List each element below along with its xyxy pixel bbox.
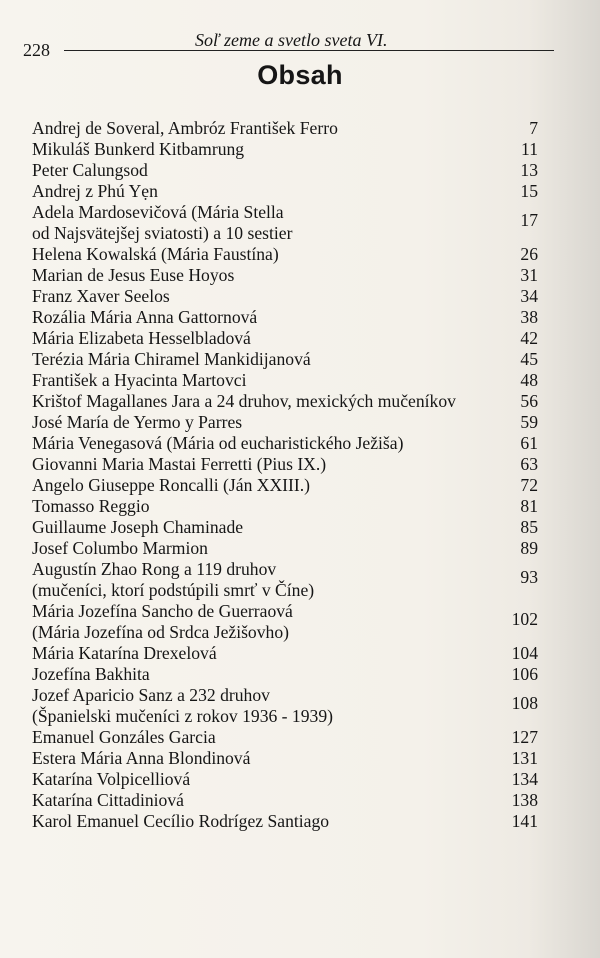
toc-entry	[32, 412, 538, 433]
toc-entry-title: Augustín Zhao Rong a 119 druhov	[32, 559, 277, 579]
toc-entry-page: 85	[520, 517, 538, 537]
toc-entry-page: 42	[520, 328, 538, 348]
toc-entry	[32, 769, 538, 790]
toc-entry-page: 11	[521, 139, 538, 159]
toc-entry-page: 7	[529, 118, 538, 138]
toc-entry	[32, 391, 538, 412]
toc-entry-page: 61	[520, 433, 538, 453]
toc-entry-page: 104	[511, 643, 538, 663]
toc-entry-title: Emanuel Gonzáles Garcia	[32, 727, 216, 747]
toc-entry-title: Andrej de Soveral, Ambróz František Ferro	[32, 118, 338, 138]
table-of-contents	[32, 118, 538, 832]
toc-entry-title: Terézia Mária Chiramel Mankidijanová	[32, 349, 311, 369]
toc-entry-title: Franz Xaver Seelos	[32, 286, 170, 306]
toc-entry	[32, 139, 538, 160]
toc-entry-title: Mária Venegasová (Mária od eucharistického Ježiša)	[32, 433, 404, 453]
toc-entry-title: Josef Columbo Marmion	[32, 538, 208, 558]
toc-entry	[32, 790, 538, 811]
toc-entry-page: 108	[511, 693, 538, 713]
toc-entry-title: Giovanni Maria Mastai Ferretti (Pius IX.)	[32, 454, 327, 474]
toc-entry	[32, 559, 538, 601]
toc-entry-page: 127	[511, 727, 538, 747]
toc-entry-page: 131	[511, 748, 538, 768]
header-rule	[64, 50, 554, 51]
toc-entry-title-continued: (mučeníci, ktorí podstúpili smrť v Číne)	[32, 580, 315, 600]
toc-entry-title: Katarína Volpicelliová	[32, 769, 191, 789]
toc-entry-title: Krištof Magallanes Jara a 24 druhov, mexických mučeníkov	[32, 391, 456, 411]
toc-entry-page: 13	[520, 160, 538, 180]
toc-entry	[32, 160, 538, 181]
toc-entry	[32, 349, 538, 370]
toc-entry-title: Mikuláš Bunkerd Kitbamrung	[32, 139, 245, 159]
toc-entry-page: 93	[520, 567, 538, 587]
toc-entry-page: 45	[520, 349, 538, 369]
toc-entry-title: Katarína Cittadiniová	[32, 790, 184, 810]
toc-entry-page: 89	[520, 538, 538, 558]
toc-entry	[32, 748, 538, 769]
toc-entry-page: 56	[520, 391, 538, 411]
toc-entry-title: Guillaume Joseph Chaminade	[32, 517, 244, 537]
toc-entry	[32, 538, 538, 559]
toc-entry	[32, 370, 538, 391]
toc-entry	[32, 496, 538, 517]
toc-entry-title: Mária Katarína Drexelová	[32, 643, 217, 663]
toc-entry-page: 26	[520, 244, 538, 264]
toc-entry-page: 134	[511, 769, 538, 789]
toc-entry	[32, 244, 538, 265]
toc-entry-title-continued: od Najsvätejšej sviatosti) a 10 sestier	[32, 223, 293, 243]
toc-entry	[32, 664, 538, 685]
running-title: Soľ zeme a svetlo sveta VI.	[195, 30, 388, 50]
toc-entry-page: 81	[520, 496, 538, 516]
page-header	[20, 30, 555, 60]
toc-entry	[32, 118, 538, 139]
toc-entry	[32, 727, 538, 748]
toc-entry-page: 31	[520, 265, 538, 285]
toc-entry	[32, 643, 538, 664]
toc-entry-page: 72	[520, 475, 538, 495]
toc-entry	[32, 202, 538, 244]
toc-entry-title: Estera Mária Anna Blondinová	[32, 748, 251, 768]
toc-entry	[32, 286, 538, 307]
toc-entry	[32, 433, 538, 454]
toc-entry-page: 102	[511, 609, 538, 629]
toc-entry	[32, 685, 538, 727]
toc-entry	[32, 307, 538, 328]
toc-entry-title: Andrej z Phú Yẹn	[32, 181, 158, 201]
toc-entry-title: Jozefína Bakhita	[32, 664, 150, 684]
toc-entry-page: 141	[511, 811, 538, 831]
toc-entry-page: 34	[520, 286, 538, 306]
toc-entry-page: 48	[520, 370, 538, 390]
toc-entry	[32, 811, 538, 832]
page-title: Obsah	[257, 60, 343, 90]
toc-entry-page: 106	[511, 664, 538, 684]
toc-entry-page: 38	[520, 307, 538, 327]
toc-entry-title: Peter Calungsod	[32, 160, 148, 180]
toc-entry	[32, 328, 538, 349]
toc-entry-title: Karol Emanuel Cecílio Rodrígez Santiago	[32, 811, 330, 831]
toc-entry	[32, 181, 538, 202]
toc-entry-page: 63	[520, 454, 538, 474]
toc-entry-title: Helena Kowalská (Mária Faustína)	[32, 244, 279, 264]
page-number: 228	[23, 40, 50, 60]
toc-entry-title: Rozália Mária Anna Gattornová	[32, 307, 258, 327]
toc-entry	[32, 475, 538, 496]
toc-entry	[32, 265, 538, 286]
toc-entry-title: Tomasso Reggio	[32, 496, 150, 516]
toc-entry	[32, 601, 538, 643]
toc-entry-title-continued: (Mária Jozefína od Srdca Ježišovho)	[32, 622, 289, 642]
toc-entry-page: 138	[511, 790, 538, 810]
toc-entry-page: 59	[520, 412, 538, 432]
toc-entry	[32, 454, 538, 475]
toc-entry-title: Mária Elizabeta Hesselbladová	[32, 328, 251, 348]
toc-entry-title: Jozef Aparicio Sanz a 232 druhov	[32, 685, 270, 705]
toc-entry-title: František a Hyacinta Martovci	[32, 370, 247, 390]
toc-entry-page: 17	[520, 210, 538, 230]
toc-entry	[32, 517, 538, 538]
toc-entry-title: Angelo Giuseppe Roncalli (Ján XXIII.)	[32, 475, 311, 495]
toc-entry-page: 15	[520, 181, 538, 201]
toc-entry-title: Adela Mardosevičová (Mária Stella	[32, 202, 284, 222]
toc-entry-title: José María de Yermo y Parres	[32, 412, 243, 432]
toc-entry-title: Marian de Jesus Euse Hoyos	[32, 265, 235, 285]
toc-entry-title: Mária Jozefína Sancho de Guerraová	[32, 601, 293, 621]
toc-entry-title-continued: (Španielski mučeníci z rokov 1936 - 1939)	[32, 706, 333, 726]
